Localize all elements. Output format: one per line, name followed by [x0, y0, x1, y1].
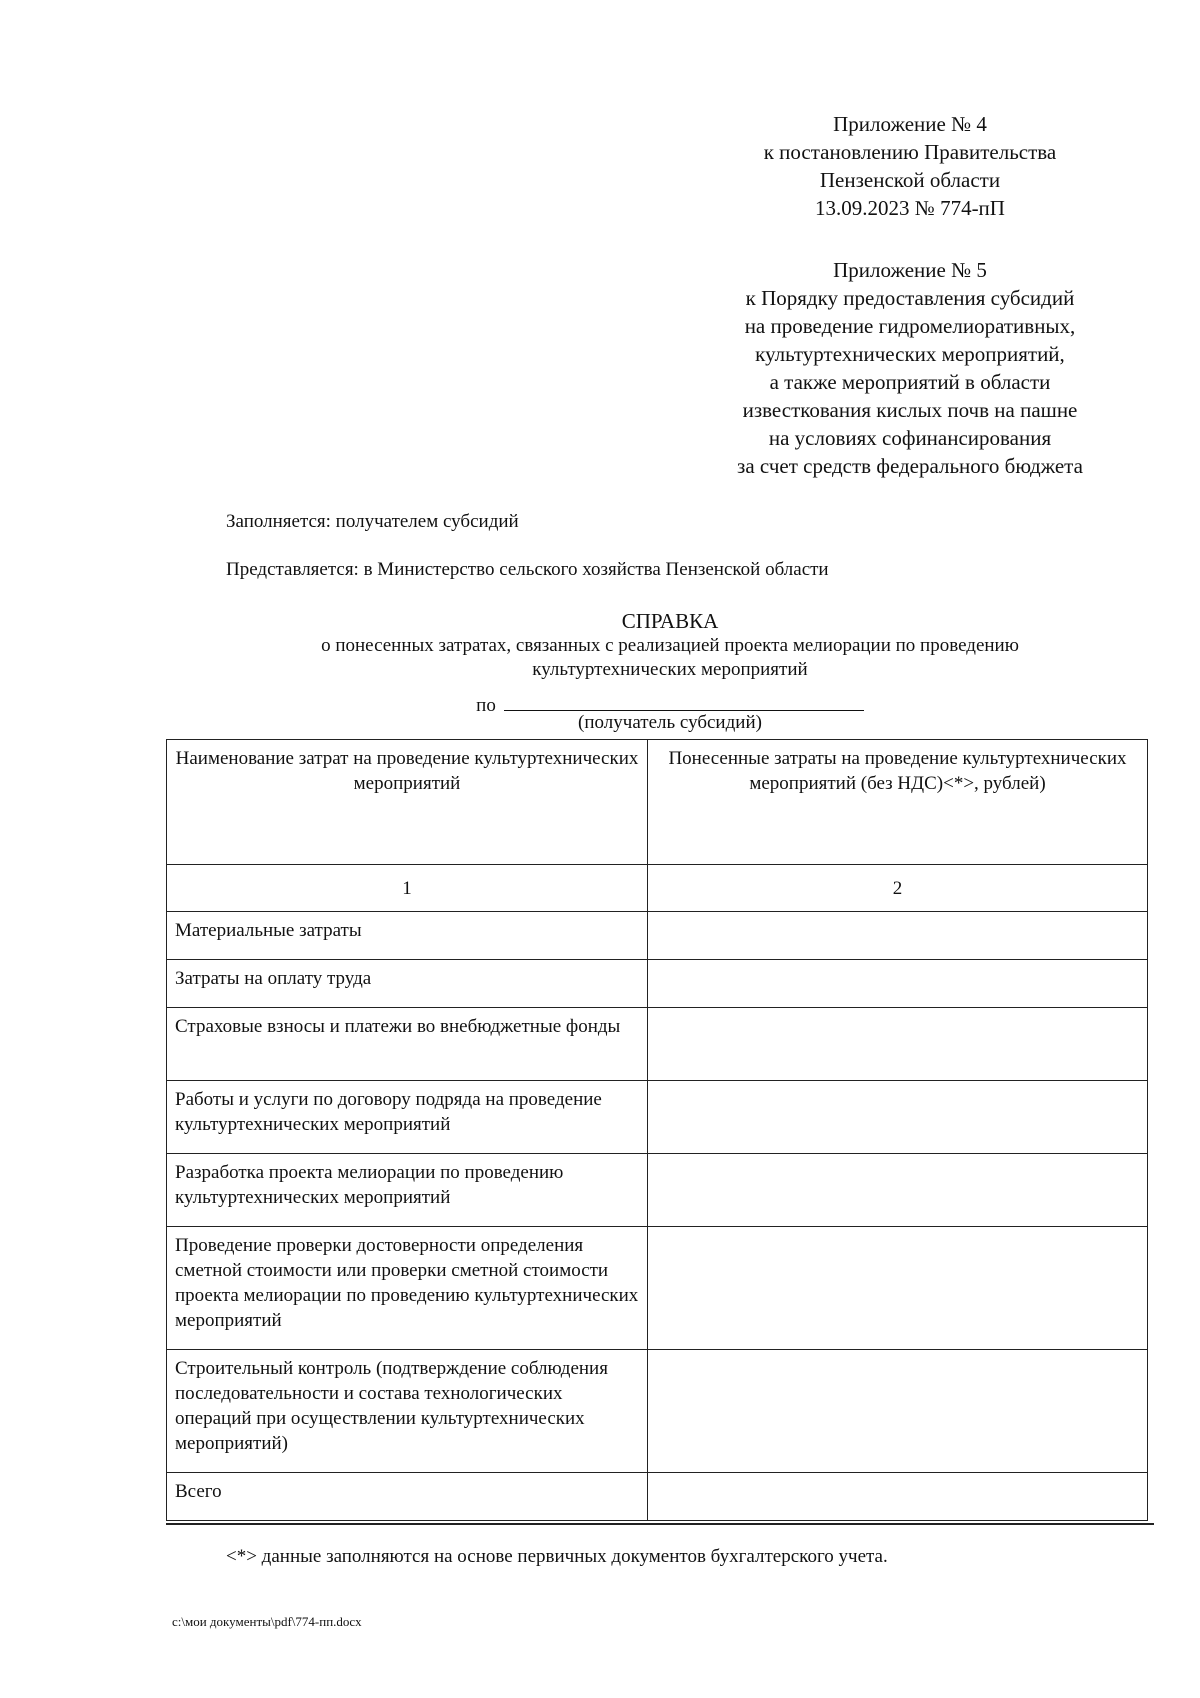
table-row [167, 1227, 1148, 1350]
po-label: по [476, 695, 496, 716]
appendix-5-line: Приложение № 5 [833, 258, 987, 282]
document-subtitle-line1: о понесенных затратах, связанных с реализацией проекта мелиорации по проведению [321, 635, 1019, 656]
cost-amount-cell [648, 1227, 1148, 1350]
cost-name-cell: Строительный контроль (подтверждение соблюдения последовательности и состава технологических операций при осуществлении культуртехнических мероприятий) [167, 1350, 648, 1473]
cost-name-cell: Страховые взносы и платежи во внебюджетные фонды [167, 1008, 648, 1081]
recipient-caption: (получатель субсидий) [578, 712, 762, 733]
column-number: 2 [648, 865, 1148, 912]
table-row [167, 1154, 1148, 1227]
cost-amount-cell [648, 1008, 1148, 1081]
table-row-total [167, 1473, 1148, 1521]
appendix-4-line: к постановлению Правительства [763, 140, 1057, 164]
appendix-5-line: известкования кислых почв на пашне [742, 398, 1078, 422]
appendix-5-line: за счет средств федерального бюджета [737, 454, 1083, 478]
table-row [167, 912, 1148, 960]
document-subtitle-line2: культуртехнических мероприятий [532, 659, 808, 680]
cost-amount-cell [648, 960, 1148, 1008]
appendix-5-line: на условиях софинансирования [768, 426, 1052, 450]
filled-by-text: Заполняется: получателем субсидий [226, 511, 519, 532]
header-cost-amount: Понесенные затраты на проведение культуртехнических мероприятий (без НДС)<*>, рублей) [648, 740, 1148, 865]
costs-table [166, 739, 1148, 1521]
cost-amount-cell [648, 1154, 1148, 1227]
header-cost-name: Наименование затрат на проведение культуртехнических мероприятий [167, 740, 648, 865]
cost-name-cell: Проведение проверки достоверности определения сметной стоимости или проверки сметной стоимости проекта мелиорации по проведению культуртехнических мероприятий [167, 1227, 648, 1350]
appendix-4-block [700, 110, 1120, 222]
table-header-row [167, 740, 1148, 865]
appendix-5-line: к Порядку предоставления субсидий [745, 286, 1075, 310]
footnote-text: <*> данные заполняются на основе первичных документов бухгалтерского учета. [226, 1546, 888, 1567]
submitted-to-text: Представляется: в Министерство сельского хозяйства Пензенской области [226, 559, 829, 580]
document-title: СПРАВКА [621, 609, 719, 633]
appendix-5-block [700, 256, 1120, 480]
cost-name-cell: Материальные затраты [167, 912, 648, 960]
cost-amount-cell [648, 1350, 1148, 1473]
column-number-row [167, 865, 1148, 912]
document-heading [150, 608, 1190, 682]
table-row [167, 1081, 1148, 1154]
appendix-4-line: 13.09.2023 № 774-пП [815, 196, 1005, 220]
cost-amount-cell [648, 1081, 1148, 1154]
cost-name-cell: Разработка проекта мелиорации по проведению культуртехнических мероприятий [167, 1154, 648, 1227]
appendix-5-line: а также мероприятий в области [769, 370, 1051, 394]
file-path-footer: c:\мои документы\pdf\774-пп.docx [172, 1614, 362, 1629]
cost-amount-cell [648, 912, 1148, 960]
table-row [167, 960, 1148, 1008]
table-row [167, 1008, 1148, 1081]
cost-name-cell: Работы и услуги по договору подряда на проведение культуртехнических мероприятий [167, 1081, 648, 1154]
cost-name-cell: Всего [167, 1473, 648, 1521]
appendix-4-line: Приложение № 4 [833, 112, 987, 136]
footnote-divider [166, 1523, 1154, 1525]
appendix-5-line: на проведение гидромелиоративных, [744, 314, 1076, 338]
column-number: 1 [167, 865, 648, 912]
table-row [167, 1350, 1148, 1473]
cost-name-cell: Затраты на оплату труда [167, 960, 648, 1008]
appendix-5-line: культуртехнических мероприятий, [755, 342, 1065, 366]
cost-amount-cell [648, 1473, 1148, 1521]
recipient-blank-field [504, 690, 864, 711]
appendix-4-line: Пензенской области [819, 168, 1001, 192]
